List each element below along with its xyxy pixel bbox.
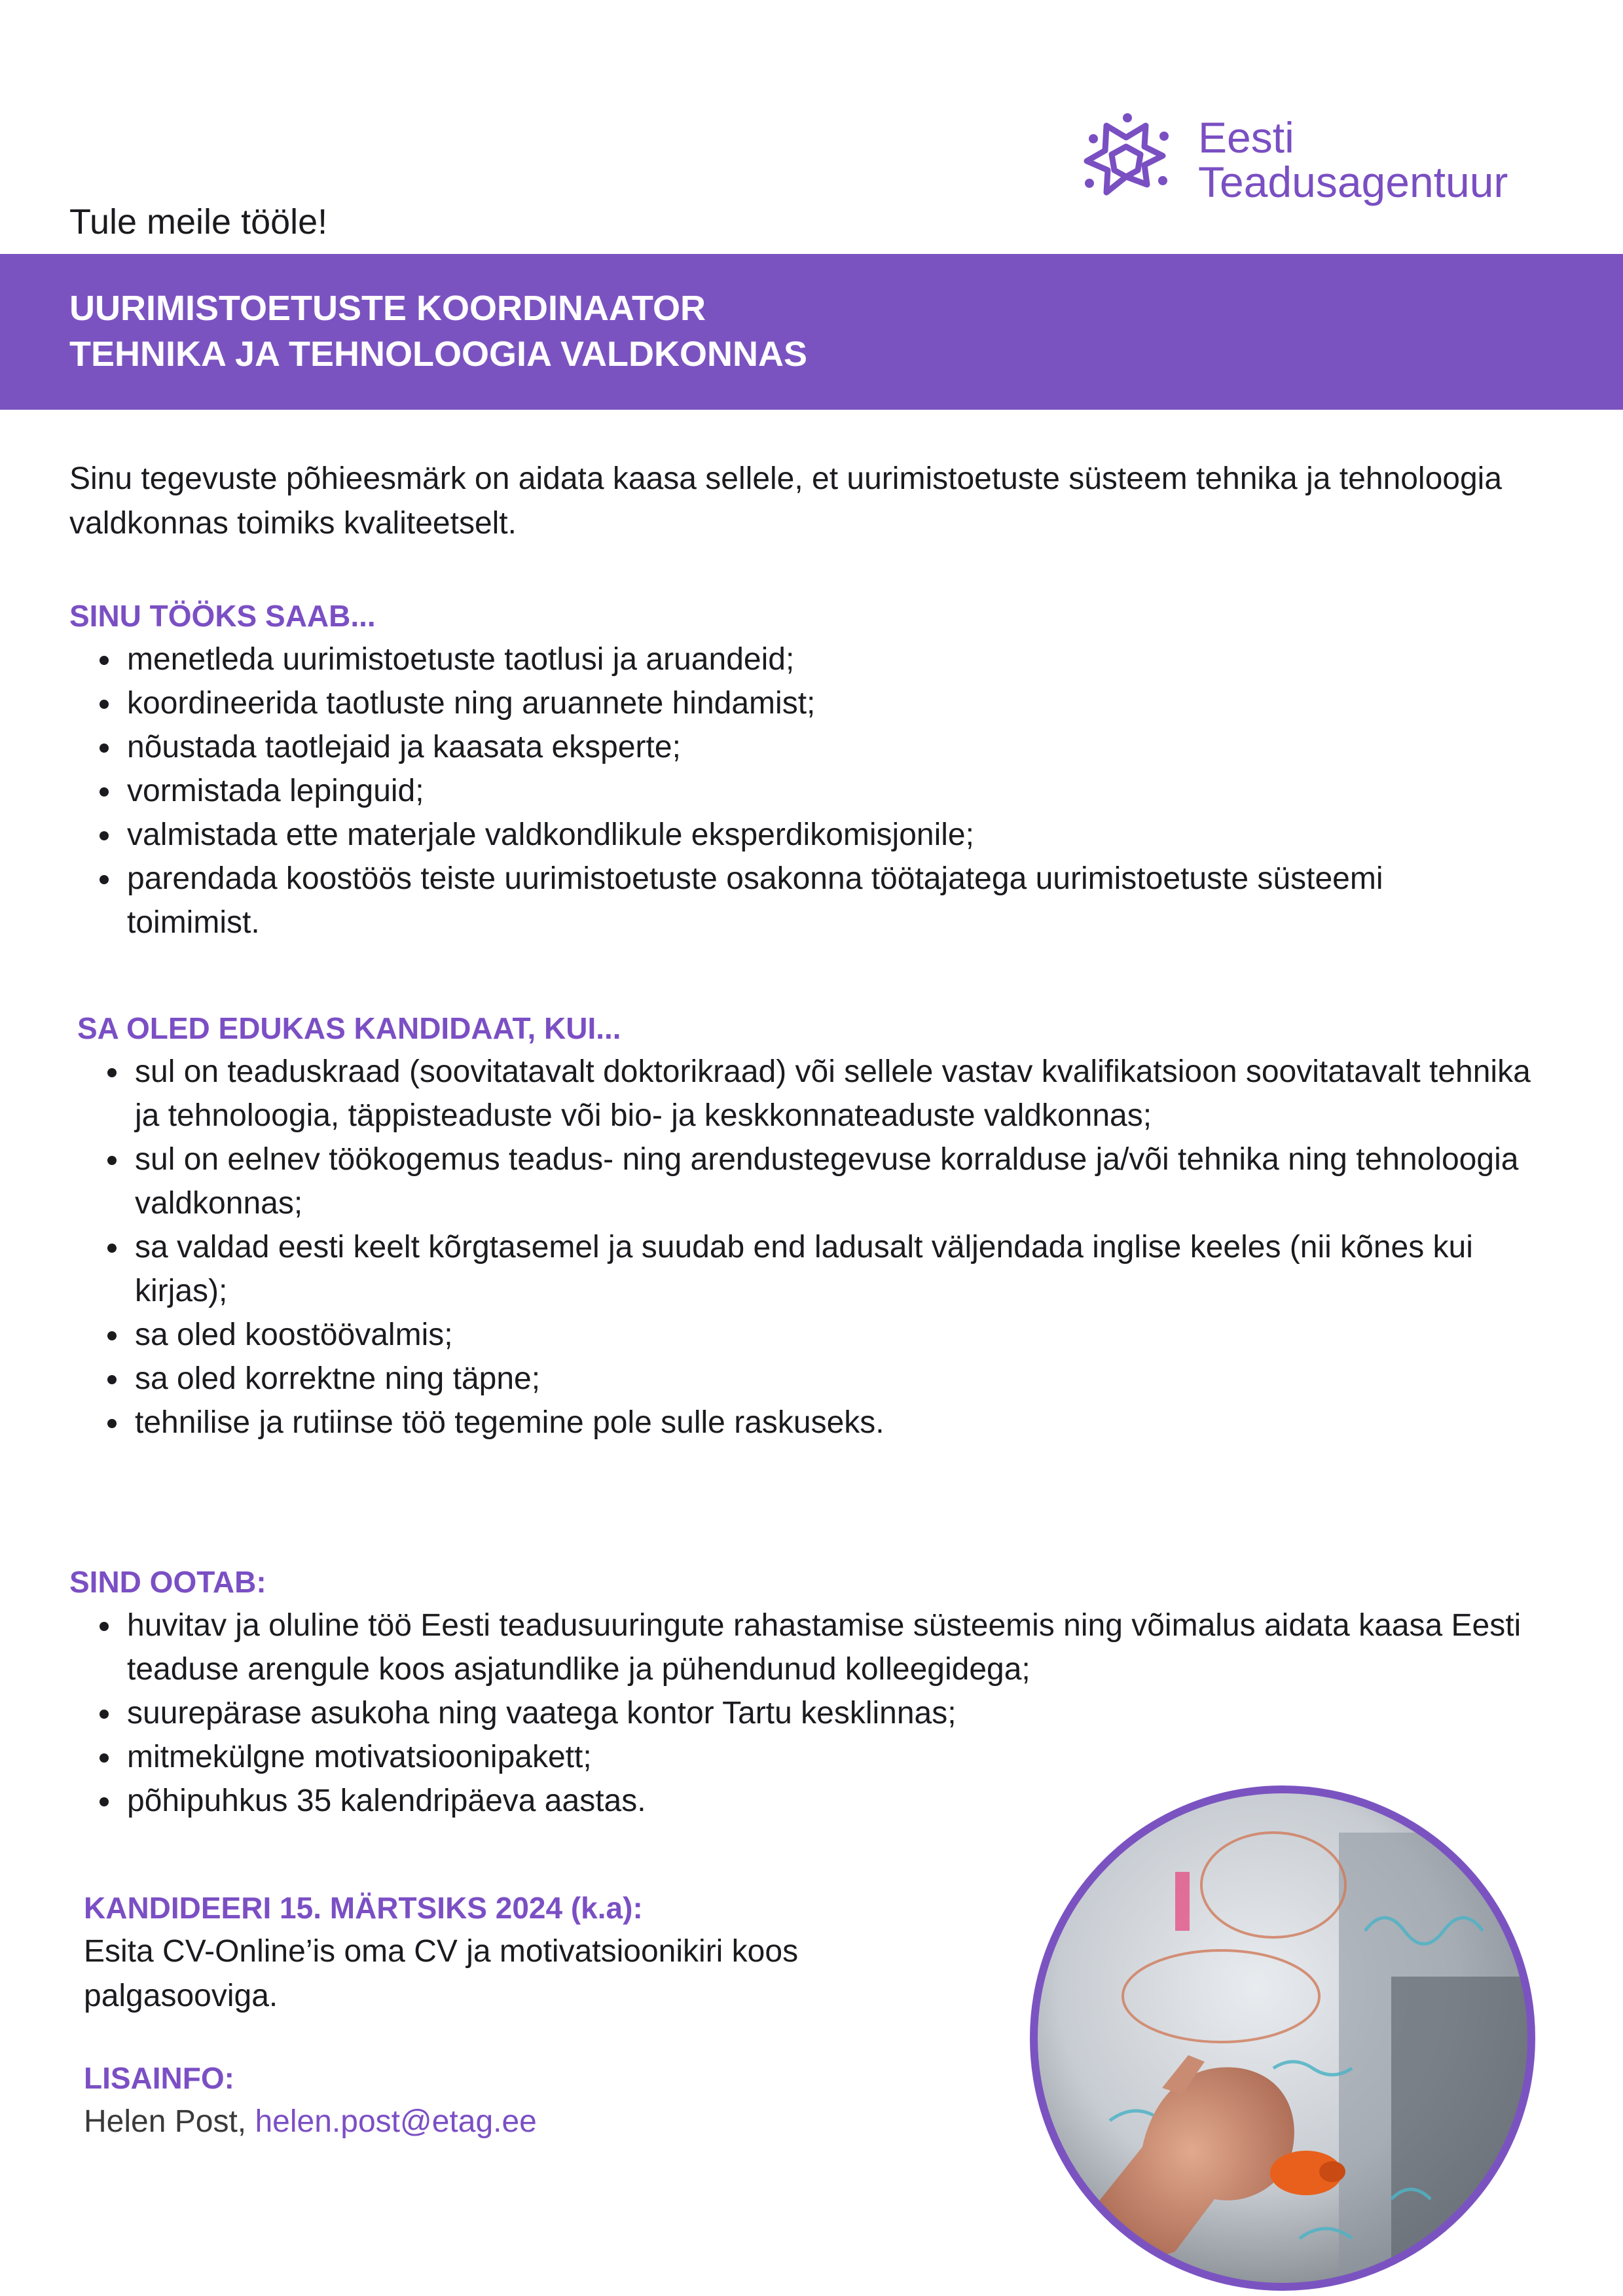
requirements-list — [77, 1050, 1583, 1444]
apply-text: Esita CV-Online’is oma CV ja motivatsioonikiri koos palgasooviga. — [84, 1934, 799, 2013]
contact-name: Helen Post, — [84, 2104, 247, 2139]
duties-section — [69, 594, 1575, 944]
list-item: parendada koostöös teiste uurimistoetuste osakonna töötajatega uurimistoetuste süsteemi toimimist. — [127, 857, 1502, 944]
contact-email-link[interactable]: helen.post@etag.ee — [255, 2104, 537, 2139]
list-item: suurepärase asukoha ning vaatega kontor Tartu kesklinnas; — [127, 1691, 1575, 1735]
list-item: huvitav ja oluline töö Eesti teadusuuringute rahastamise süsteemis ning võimalus aidata kaasa Eesti teaduse arengule koos asjatundlike ja pühendunud kolleegidega; — [127, 1604, 1541, 1691]
list-item: menetleda uurimistoetuste taotlusi ja aruandeid; — [127, 637, 1575, 681]
contact-line — [84, 2100, 1000, 2144]
job-title-line-2: TEHNIKA JA TEHNOLOOGIA VALDKONNAS — [69, 334, 808, 374]
list-item: nõustada taotlejaid ja kaasata eksperte; — [127, 725, 1575, 769]
list-item: koordineerida taotluste ning aruannete hindamist; — [127, 681, 1575, 725]
requirements-heading: SA OLED EDUKAS KANDIDAAT, KUI... — [77, 1011, 621, 1045]
star-logo-icon — [1074, 113, 1178, 204]
list-item: mitmekülgne motivatsioonipakett; — [127, 1735, 1575, 1779]
job-title-line-1: UURIMISTOETUSTE KOORDINAATOR — [69, 289, 706, 328]
offer-heading: SIND OOTAB: — [69, 1565, 266, 1599]
info-section — [84, 2056, 1000, 2144]
job-title — [69, 285, 807, 377]
list-item: sa valdad eesti keelt kõrgtasemel ja suudab end ladusalt väljendada inglise keeles (nii kõnes kui kirjas); — [135, 1225, 1562, 1313]
title-banner — [0, 254, 1623, 410]
list-item: põhipuhkus 35 kalendripäeva aastas. — [127, 1779, 1575, 1823]
list-item: tehnilise ja rutiinse töö tegemine pole sulle raskuseks. — [135, 1401, 1583, 1444]
list-item: vormistada lepinguid; — [127, 769, 1575, 813]
logo-line-2: Teadusagentuur — [1198, 158, 1508, 206]
logo — [1074, 113, 1532, 211]
list-item: sul on eelnev töökogemus teadus- ning arendustegevuse korralduse ja/või tehnika ning tehnoloogia valdkonnas; — [135, 1138, 1562, 1225]
list-item: sa oled korrektne ning täpne; — [135, 1357, 1583, 1401]
apply-heading: KANDIDEERI 15. MÄRTSIKS 2024 (k.a): — [84, 1891, 643, 1925]
list-item: sa oled koostöövalmis; — [135, 1313, 1583, 1357]
whiteboard-photo — [1025, 1780, 1541, 2296]
logo-line-1: Eesti — [1198, 113, 1294, 162]
requirements-section — [77, 1007, 1583, 1444]
info-heading: LISAINFO: — [84, 2061, 234, 2095]
duties-list — [69, 637, 1575, 944]
tagline: Tule meile tööle! — [69, 202, 328, 242]
intro-paragraph: Sinu tegevuste põhieesmärk on aidata kaasa sellele, et uurimistoetuste süsteem tehnika ja tehnoloogia valdkonnas toimiks kvaliteetselt. — [69, 461, 1503, 541]
apply-section — [84, 1886, 1000, 2018]
list-item: valmistada ette materjale valdkondlikule eksperdikomisjonile; — [127, 813, 1575, 857]
duties-heading: SINU TÖÖKS SAAB... — [69, 599, 376, 633]
list-item: sul on teaduskraad (soovitatavalt doktorikraad) või sellele vastav kvalifikatsioon soovitatavalt tehnika ja tehnoloogia, täppisteaduste või bio- ja keskkonnateaduste valdkonnas; — [135, 1050, 1562, 1138]
